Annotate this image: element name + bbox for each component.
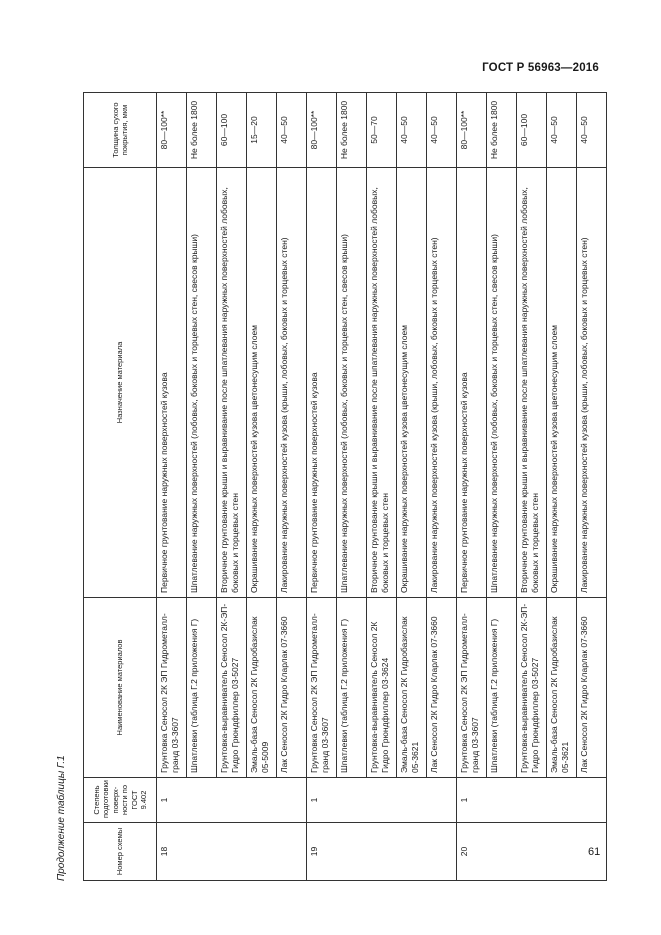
purpose-cell: Вторичное грунтование крыши и выравнивание после шпатлевания наружных поверхностей лобовых, боковых и торцевых стен [517,168,547,598]
table-row [337,93,367,881]
scheme-number-cell: 20 [457,823,607,881]
purpose-cell: Первичное грунтование наружных поверхностей кузова [457,168,487,598]
table-row [277,93,307,881]
table-continuation-caption: Продолжение таблицы Г.1 [56,755,67,881]
table-body [157,93,607,881]
col-header-scheme: Номер схемы [84,823,157,881]
thickness-cell: Не более 1800 [487,93,517,168]
material-cell: Грунтовка-выравниватель Сеносол 2К Гидро Грюндфиллер 03-3624 [367,598,397,778]
thickness-cell: 15—20 [247,93,277,168]
scheme-number-cell: 18 [157,823,307,881]
purpose-cell: Первичное грунтование наружных поверхностей кузова [157,168,187,598]
thickness-cell: 80—100** [457,93,487,168]
purpose-cell: Первичное грунтование наружных поверхностей кузова [307,168,337,598]
thickness-cell: 40—50 [277,93,307,168]
material-cell: Эмаль-база Сеносол 2К Гидробазислак 05-3621 [397,598,427,778]
col-header-purpose: Назначение материала [84,168,157,598]
thickness-cell: 40—50 [427,93,457,168]
table-row [547,93,577,881]
purpose-cell: Вторичное грунтование крыши и выравнивание после шпатлевания наружных поверхностей лобовых, боковых и торцевых стен [217,168,247,598]
rotated-table-block [54,93,589,881]
material-cell: Грунтовка Сеносол 2К ЭП Гидрометалл-гранд 03-3607 [157,598,187,778]
thickness-cell: 80—100** [307,93,337,168]
thickness-cell: 80—100** [157,93,187,168]
table-row [307,93,337,881]
thickness-cell: 60—100 [517,93,547,168]
table-row [187,93,217,881]
thickness-cell: 50—70 [367,93,397,168]
preparation-degree-cell: 1 [157,778,307,823]
material-cell: Шпатлевки (таблица Г.2 приложения Г) [187,598,217,778]
table-row [457,93,487,881]
purpose-cell: Окрашивание наружных поверхностей кузова цветонесущим слоем [397,168,427,598]
purpose-cell: Шпатлевание наружных поверхностей (лобовых, боковых и торцевых стен, свесов крыши) [337,168,367,598]
table-header-row [84,93,157,881]
purpose-cell: Шпатлевание наружных поверхностей (лобовых, боковых и торцевых стен, свесов крыши) [487,168,517,598]
material-cell: Эмаль-база Сеносол 2К Гидробазислак 05-5009 [247,598,277,778]
material-cell: Шпатлевки (таблица Г.2 приложения Г) [487,598,517,778]
table-row [157,93,187,881]
material-cell: Грунтовка Сеносол 2К ЭП Гидрометалл-гранд 03-3607 [457,598,487,778]
table-row [577,93,607,881]
scheme-number-cell: 19 [307,823,457,881]
table-row [487,93,517,881]
table-row [247,93,277,881]
purpose-cell: Лакирование наружных поверхностей кузова (крыши, лобовых, боковых и торцевых стен) [277,168,307,598]
purpose-cell: Вторичное грунтование крыши и выравнивание после шпатлевания наружных поверхностей лобовых, боковых и торцевых стен [367,168,397,598]
materials-table [83,92,607,881]
thickness-cell: 40—50 [547,93,577,168]
col-header-thickness: Толщина сухого покрытия, мкм [84,93,157,168]
purpose-cell: Лакирование наружных поверхностей кузова (крыши, лобовых, боковых и торцевых стен) [427,168,457,598]
purpose-cell: Окрашивание наружных поверхностей кузова цветонесущим слоем [247,168,277,598]
thickness-cell: 60—100 [217,93,247,168]
thickness-cell: 40—50 [397,93,427,168]
purpose-cell: Шпатлевание наружных поверхностей (лобовых, боковых и торцевых стен, свесов крыши) [187,168,217,598]
col-header-material: Наименование материалов [84,598,157,778]
table-row [397,93,427,881]
table-row [427,93,457,881]
material-cell: Лак Сеносол 2К Гидро Кларлак 07-3660 [427,598,457,778]
page-number: 61 [588,846,601,858]
purpose-cell: Окрашивание наружных поверхностей кузова цветонесущим слоем [547,168,577,598]
material-cell: Лак Сеносол 2К Гидро Кларлак 07-3660 [577,598,607,778]
material-cell: Эмаль-база Сеносол 2К Гидробазислак 05-3621 [547,598,577,778]
preparation-degree-cell: 1 [307,778,457,823]
thickness-cell: 40—50 [577,93,607,168]
material-cell: Грунтовка-выравниватель Сеносол 2К-ЭП-Гидро Грюндфиллер 03-5027 [517,598,547,778]
table-row [517,93,547,881]
standard-header: ГОСТ Р 56963—2016 [482,62,599,74]
preparation-degree-cell: 1 [457,778,607,823]
material-cell: Лак Сеносол 2К Гидро Кларлак 07-3660 [277,598,307,778]
col-header-degree: Степень подготовки поверх-ности по ГОСТ 9.402 [84,778,157,823]
purpose-cell: Лакирование наружных поверхностей кузова (крыши, лобовых, боковых и торцевых стен) [577,168,607,598]
material-cell: Грунтовка-выравниватель Сеносол 2К-ЭП-Гидро Грюндфиллер 03-5027 [217,598,247,778]
table-row [217,93,247,881]
material-cell: Грунтовка Сеносол 2К ЭП Гидрометалл-гранд 03-3607 [307,598,337,778]
material-cell: Шпатлевки (таблица Г.2 приложения Г) [337,598,367,778]
thickness-cell: Не более 1800 [337,93,367,168]
thickness-cell: Не более 1800 [187,93,217,168]
table-row [367,93,397,881]
